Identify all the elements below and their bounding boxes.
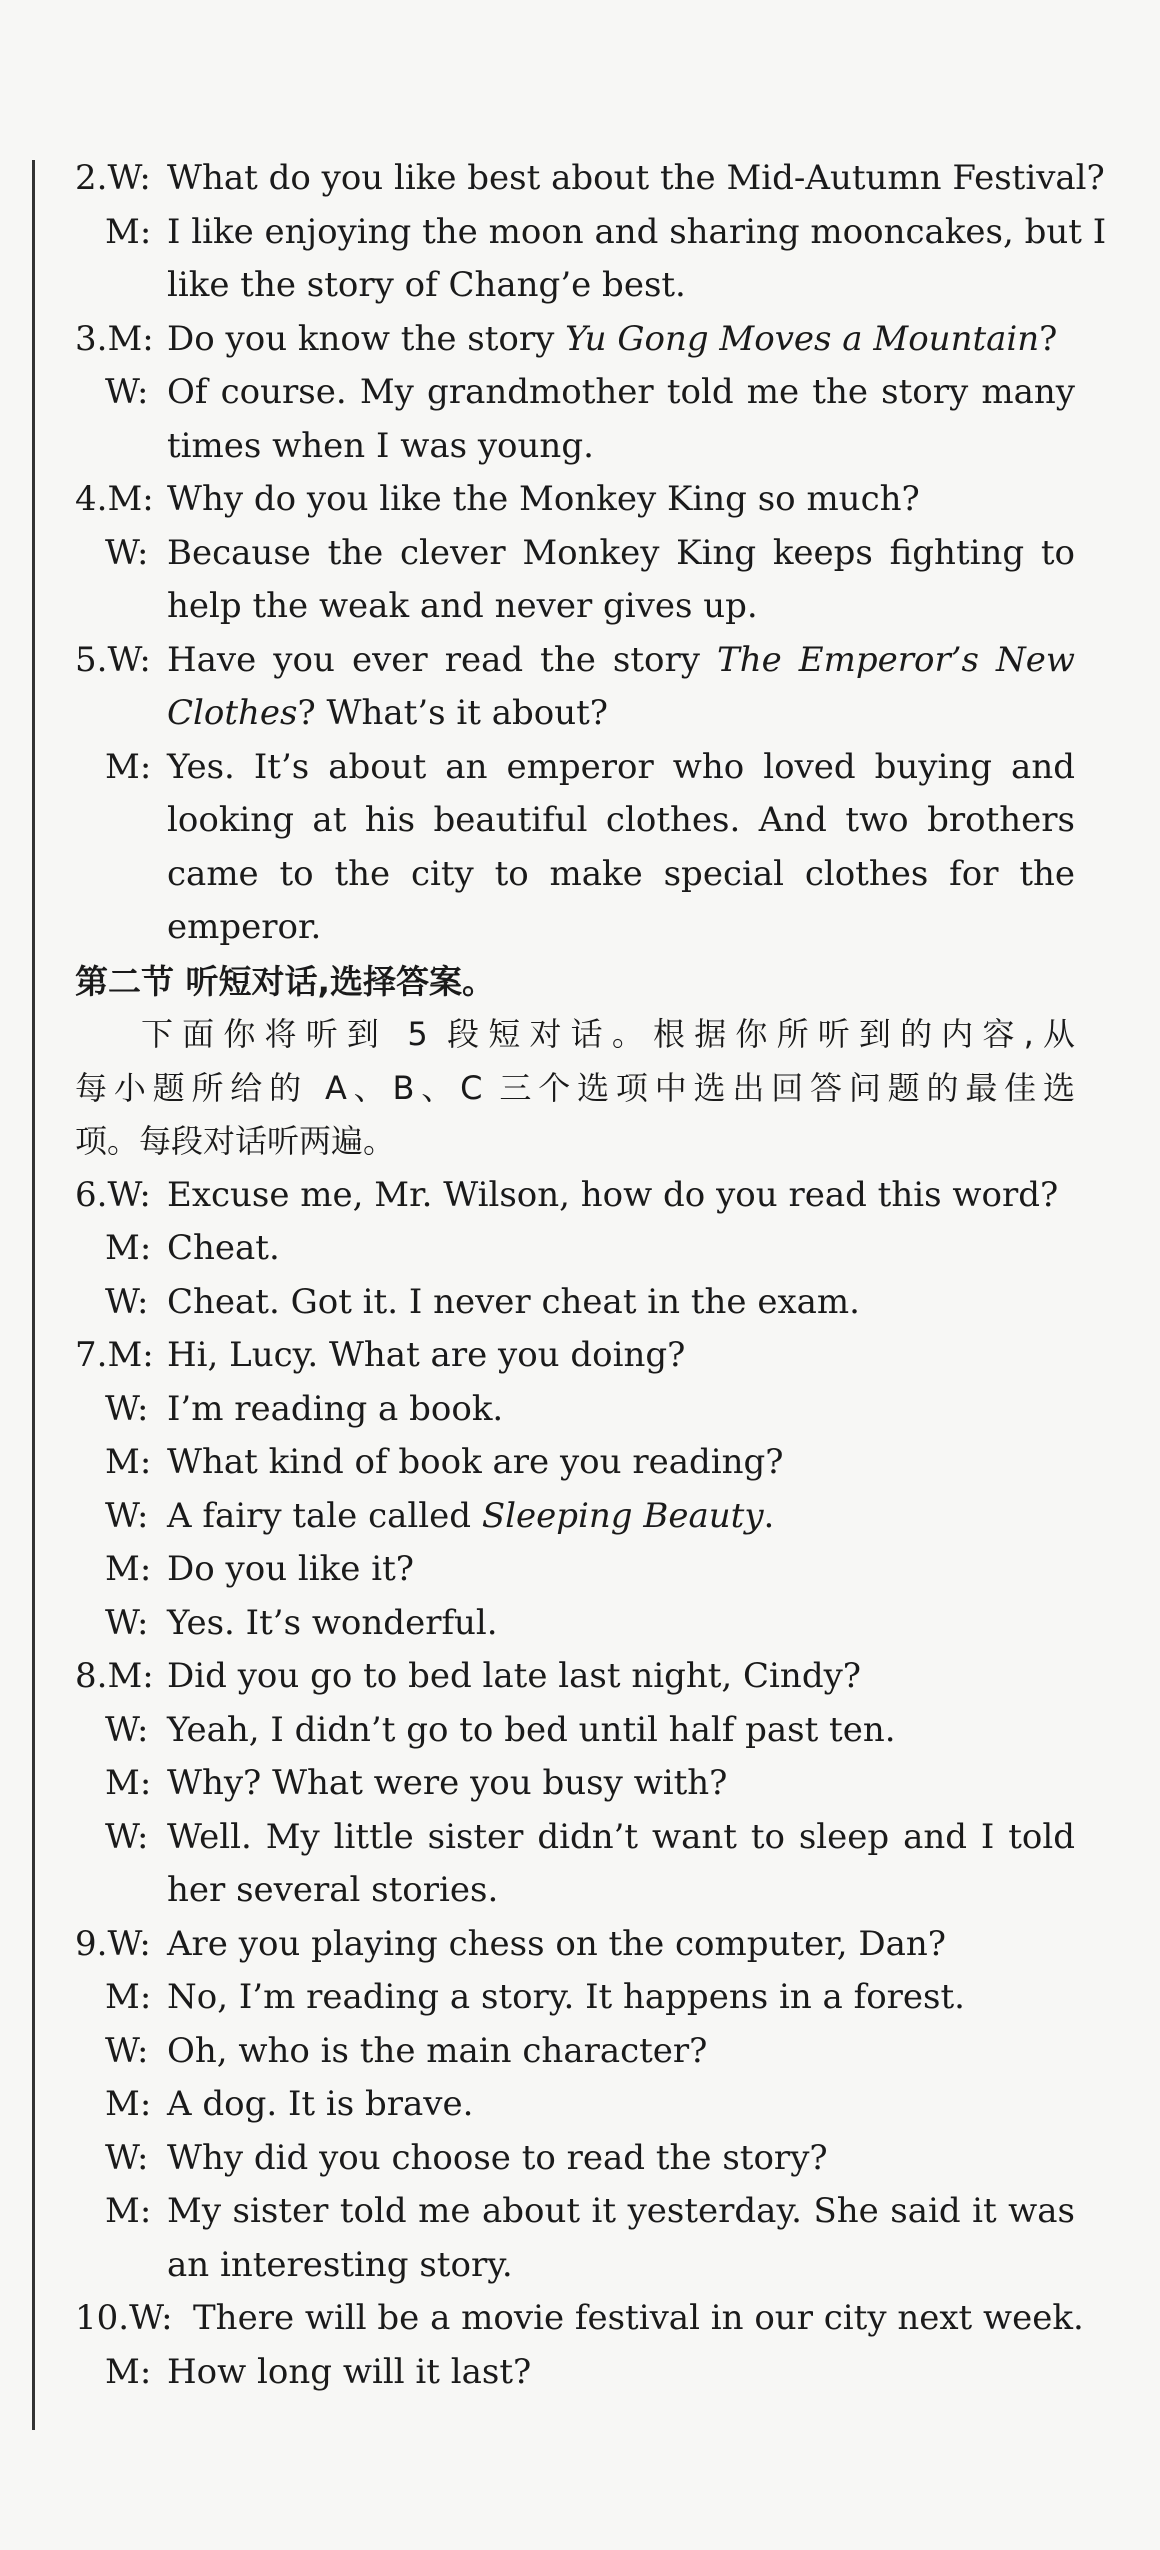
dialogue-text: My sister told me about it yesterday. She said it was (167, 2191, 1075, 2231)
speaker-label: W: (105, 1495, 149, 1536)
dialogue-text: emperor. (167, 907, 322, 947)
dialogue-text: There will be a movie festival in our city next week. (193, 2298, 1084, 2338)
section-instructions-3: 项。每段对话听两遍。 (75, 1122, 396, 1160)
dialogue-text: How long will it last? (167, 2351, 532, 2392)
q9-line-6 (75, 2185, 1075, 2239)
dialogue-text: ? (1039, 318, 1058, 359)
q4-line-1 (75, 473, 1075, 527)
q9-line-4 (75, 2078, 1075, 2132)
q8-line-1 (75, 1650, 1075, 1704)
q6-line-3 (75, 1276, 1075, 1330)
dialogue-text: looking at his beautiful clothes. And two brothers (167, 800, 1075, 840)
dialogue-text: her several stories. (167, 1870, 499, 1910)
q8-line-4 (75, 1811, 1075, 1865)
dialogue-text: I like enjoying the moon and sharing mooncakes, but I (167, 211, 1107, 252)
speaker-label: 5.W: (75, 639, 151, 680)
q5-line-2 (75, 687, 1075, 741)
q7-line-5 (75, 1543, 1075, 1597)
q4-line-3 (75, 580, 1075, 634)
q8-line-5 (75, 1864, 1075, 1918)
transcript (75, 152, 1107, 2399)
q10-line-2 (75, 2346, 1075, 2400)
speaker-label: 10.W: (75, 2298, 173, 2338)
speaker-label: M: (105, 1228, 152, 1268)
dialogue-text: Oh, who is the main character? (167, 2030, 708, 2071)
speaker-label: M: (105, 2191, 152, 2231)
q3-line-1 (75, 313, 1075, 367)
speaker-label: M: (105, 1549, 152, 1589)
q4-line-2 (75, 527, 1075, 581)
q5-line-4 (75, 794, 1075, 848)
dialogue-text: help the weak and never gives up. (167, 586, 758, 626)
q2-line-2 (75, 206, 1107, 260)
speaker-label: M: (105, 2084, 152, 2124)
dialogue-text: No, I’m reading a story. It happens in a forest. (167, 1977, 965, 2017)
q10-line-1 (75, 2292, 1084, 2346)
speaker-label: 4.M: (75, 479, 154, 519)
dialogue-text: I’m reading a book. (167, 1388, 504, 1429)
section-instructions-1: 下面你将听到 5 段短对话。根据你所听到的内容,从 (141, 1015, 1075, 1053)
dialogue-text: A fairy tale called (167, 1495, 482, 1536)
speaker-label: W: (105, 2137, 149, 2178)
q2-line-1 (75, 152, 1105, 206)
q3-line-2 (75, 366, 1075, 420)
dialogue-text: like the story of Chang’e best. (167, 265, 686, 305)
speaker-label: W: (105, 1388, 149, 1429)
speaker-label: W: (105, 1281, 149, 1322)
q5-line-1 (75, 634, 1075, 688)
dialogue-text: Because the clever Monkey King keeps fighting to (167, 532, 1075, 573)
dialogue-text: Do you like it? (167, 1549, 414, 1589)
story-title: Clothes (167, 693, 298, 733)
speaker-label: 7.M: (75, 1335, 154, 1375)
speaker-label: M: (105, 2351, 152, 2392)
dialogue-text: Cheat. Got it. I never cheat in the exam. (167, 1281, 860, 1322)
dialogue-text: Are you playing chess on the computer, Dan? (167, 1923, 946, 1964)
dialogue-text: times when I was young. (167, 425, 594, 466)
dialogue-text: Cheat. (167, 1228, 280, 1268)
q8-line-2 (75, 1704, 1075, 1758)
speaker-label: W: (105, 1709, 149, 1750)
dialogue-text: Excuse me, Mr. Wilson, how do you read this word? (167, 1174, 1059, 1215)
speaker-label: M: (105, 1442, 152, 1482)
speaker-label: M: (105, 211, 152, 252)
q7-line-1 (75, 1329, 1075, 1383)
dialogue-text: Did you go to bed late last night, Cindy? (167, 1656, 862, 1696)
q2-line-3 (75, 259, 1075, 313)
speaker-label: W: (105, 372, 149, 412)
q7-line-3 (75, 1436, 1075, 1490)
q9-line-5 (75, 2132, 1075, 2186)
story-title: Sleeping Beauty (481, 1495, 764, 1536)
story-title: The Emperor’s New (717, 639, 1075, 680)
dialogue-text: Of course. My grandmother told me the story many (167, 372, 1075, 412)
section-instructions-2: 每小题所给的 A、B、C 三个选项中选出回答问题的最佳选 (75, 1068, 1075, 1107)
dialogue-text: Why do you like the Monkey King so much? (167, 479, 920, 519)
q3-line-3 (75, 420, 1075, 474)
q9-line-7 (75, 2239, 1075, 2293)
dialogue-text: What kind of book are you reading? (167, 1442, 784, 1482)
dialogue-text: ? What’s it about? (297, 693, 609, 733)
q9-line-1 (75, 1918, 1075, 1972)
margin-rule (32, 160, 35, 2430)
speaker-label: M: (105, 746, 152, 787)
q5-line-3 (75, 741, 1075, 795)
q7-line-2 (75, 1383, 1075, 1437)
speaker-label: 2.W: (75, 158, 151, 198)
dialogue-text: Well. My little sister didn’t want to sleep and I told (167, 1816, 1075, 1857)
speaker-label: M: (105, 1977, 152, 2017)
dialogue-text: A dog. It is brave. (167, 2084, 474, 2124)
speaker-label: W: (105, 2030, 149, 2071)
dialogue-text: Yes. It’s about an emperor who loved buying and (167, 746, 1075, 787)
dialogue-text: Have you ever read the story (167, 639, 718, 680)
speaker-label: W: (105, 1816, 149, 1857)
dialogue-text: . (763, 1495, 775, 1536)
q7-line-4 (75, 1490, 1075, 1544)
dialogue-text: Why? What were you busy with? (167, 1763, 728, 1803)
q9-line-2 (75, 1971, 1075, 2025)
q6-line-2 (75, 1222, 1075, 1276)
speaker-label: 9.W: (75, 1923, 151, 1964)
q7-line-6 (75, 1597, 1075, 1651)
section-title: 第二节 听短对话,选择答案。 (75, 961, 496, 1001)
dialogue-text: Yes. It’s wonderful. (167, 1602, 498, 1643)
dialogue-text: came to the city to make special clothes for the (167, 853, 1075, 894)
speaker-label: 6.W: (75, 1174, 151, 1215)
speaker-label: W: (105, 1602, 149, 1643)
dialogue-text: Why did you choose to read the story? (167, 2137, 828, 2178)
q5-line-5 (75, 848, 1075, 902)
dialogue-text: Hi, Lucy. What are you doing? (167, 1335, 686, 1375)
speaker-label: 8.M: (75, 1656, 154, 1696)
speaker-label: M: (105, 1763, 152, 1803)
q5-line-6 (75, 901, 1075, 955)
speaker-label: W: (105, 532, 149, 573)
speaker-label: 3.M: (75, 318, 154, 359)
q9-line-3 (75, 2025, 1075, 2079)
dialogue-text: an interesting story. (167, 2244, 513, 2285)
story-title: Yu Gong Moves a Mountain (565, 318, 1040, 359)
dialogue-text: What do you like best about the Mid-Autumn Festival? (167, 158, 1105, 198)
q8-line-3 (75, 1757, 1075, 1811)
q6-line-1 (75, 1169, 1075, 1223)
dialogue-text: Do you know the story (167, 318, 566, 359)
dialogue-text: Yeah, I didn’t go to bed until half past ten. (167, 1709, 896, 1750)
